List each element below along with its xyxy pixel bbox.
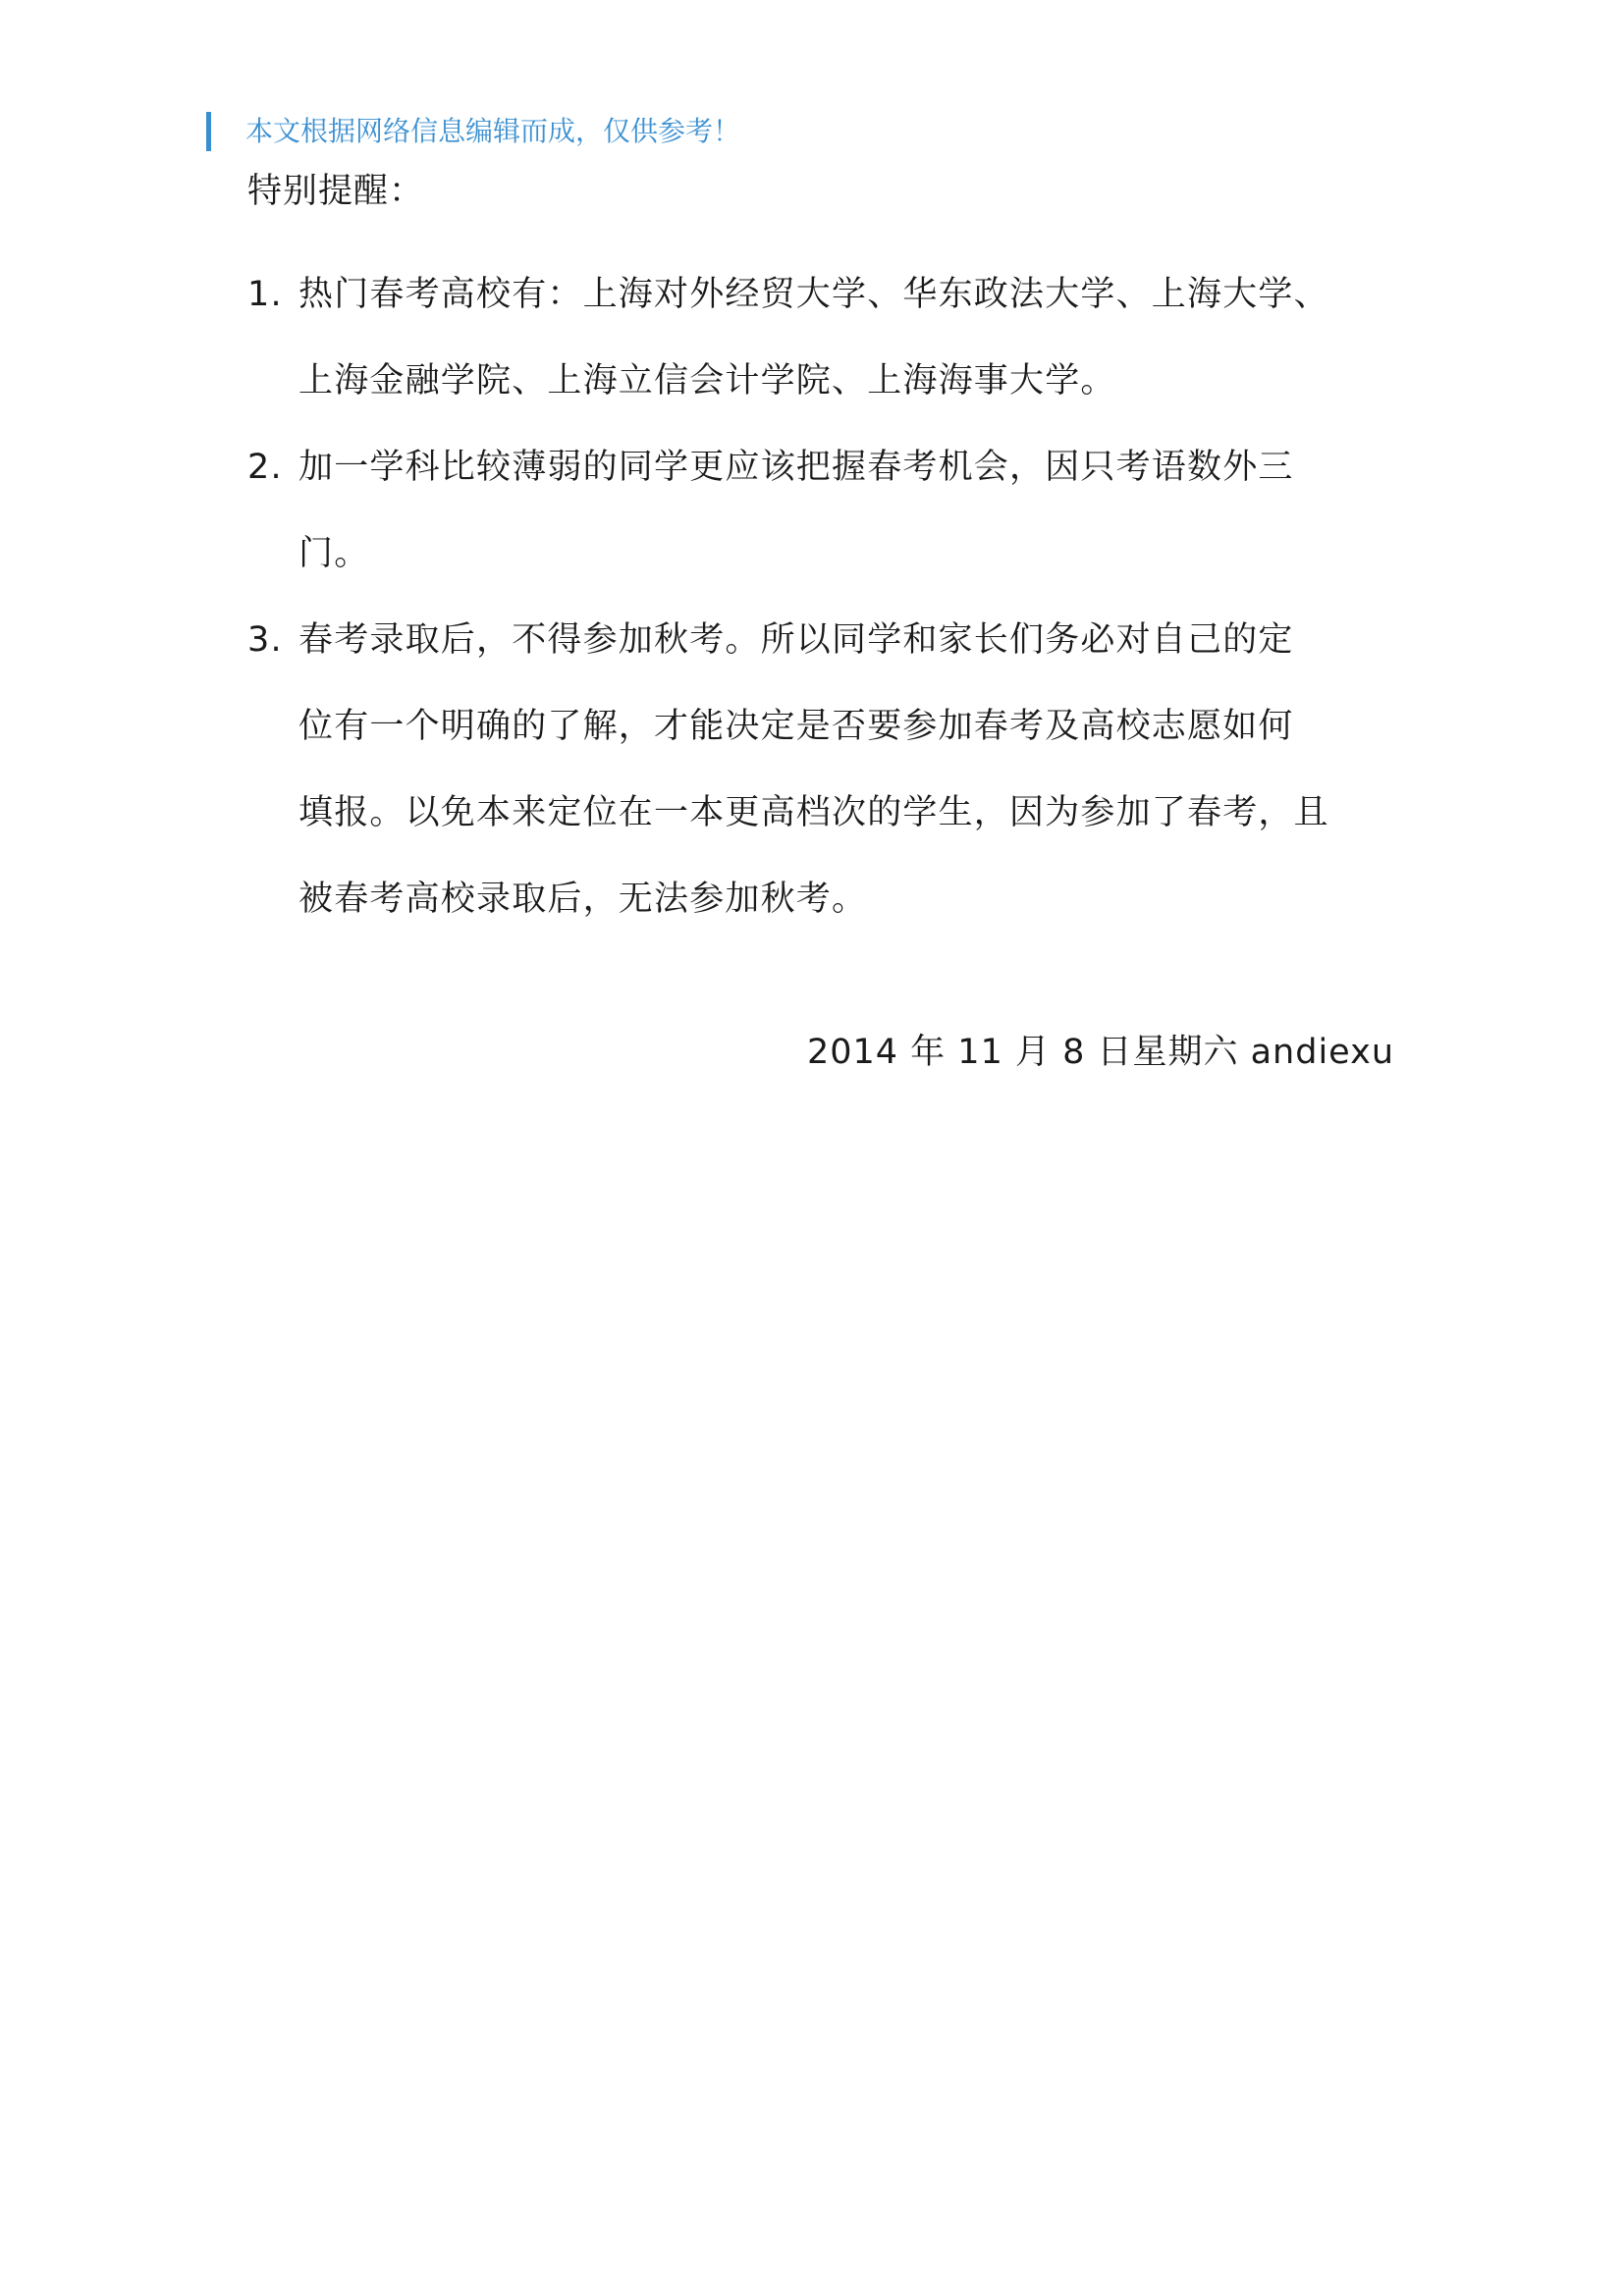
list-item-number: 3. <box>247 620 283 660</box>
header-note: 本文根据网络信息编辑而成，仅供参考！ <box>245 115 741 147</box>
reminder-list <box>247 251 1394 942</box>
list-item-line: 填报。以免本来定位在一本更高档次的学生，因为参加了春考，且 <box>298 793 1329 832</box>
list-item-line: 热门春考高校有：上海对外经贸大学、华东政法大学、上海大学、 <box>298 275 1329 314</box>
list-item-line: 上海金融学院、上海立信会计学院、上海海事大学。 <box>298 361 1116 400</box>
list-item <box>247 597 1394 942</box>
list-item <box>247 251 1394 424</box>
list-item-line: 被春考高校录取后，无法参加秋考。 <box>298 880 868 919</box>
list-item-line: 春考录取后，不得参加秋考。所以同学和家长们务必对自己的定 <box>298 620 1294 660</box>
list-item-line: 门。 <box>298 534 370 573</box>
header-accent-bar <box>206 112 211 151</box>
list-item <box>247 424 1394 597</box>
list-item-line: 位有一个明确的了解，才能决定是否要参加春考及高校志愿如何 <box>298 707 1294 746</box>
list-item-line: 加一学科比较薄弱的同学更应该把握春考机会，因只考语数外三 <box>298 448 1294 487</box>
list-item-number: 2. <box>247 448 283 487</box>
date-signature: 2014 年 11 月 8 日星期六 andiexu <box>806 1033 1394 1072</box>
list-item-number: 1. <box>247 275 283 314</box>
document-heading: 特别提醒： <box>247 172 425 211</box>
